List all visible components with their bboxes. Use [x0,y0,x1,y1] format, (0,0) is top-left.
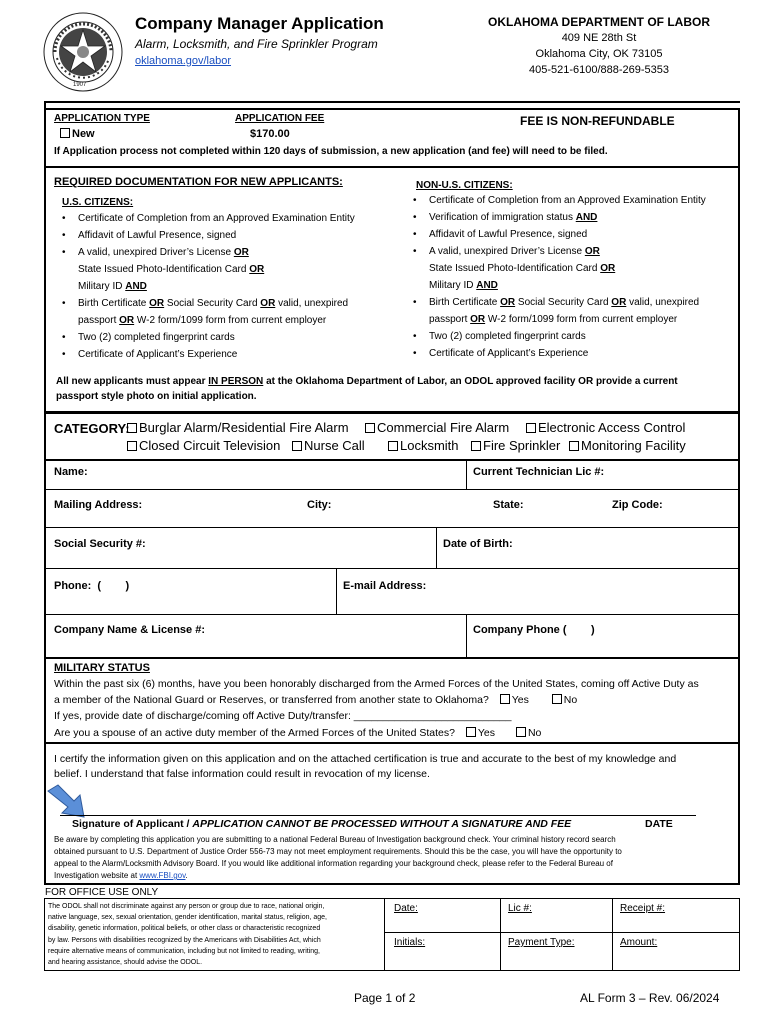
form-revision: AL Form 3 – Rev. 06/2024 [580,991,720,1005]
office-lic-field[interactable]: Lic #: [508,903,532,914]
expiration-notice: If Application process not completed within 120 days of submission, a new application (and fee) will need to be filed. [54,146,608,157]
non-us-item-affidavit: • Affidavit of Lawful Presence, signed [413,229,588,240]
application-type-label: APPLICATION TYPE [54,113,150,124]
col-divider [500,898,501,971]
category-cctv[interactable]: Closed Circuit Television [127,438,280,453]
signature-label: Signature of Applicant / APPLICATION CANNOT BE PROCESSED WITHOUT A SIGNATURE AND FEE [72,818,572,830]
spouse-no-option[interactable]: No [516,727,541,739]
military-yes-option[interactable]: Yes [500,694,529,706]
fbi-notice: Be aware by completing this application you are submitting to a national Federal Bureau of Investigation background check. Your criminal history record search obtained pursuant to U.S. Department of Justice Order 556-73 may not meet employment requirements. Should this be the case, you will have the opportunity to appeal to the Alarm/Locksmith Advisory Board. If you would like additional information regarding your background check, please refer to the Federal Bureau of Investigation website at www.FBI.gov. [54,835,622,880]
non-us-item-certificate: • Certificate of Completion from an Approved Examination Entity [413,195,706,206]
checkbox[interactable] [365,423,375,433]
office-amount-field[interactable]: Amount: [620,937,658,948]
agency-name: OKLAHOMA DEPARTMENT OF LABOR [488,15,710,29]
us-citizens-list [60,210,410,363]
page-number: Page 1 of 2 [354,991,416,1005]
col-divider [384,898,385,971]
zip-code-field[interactable]: Zip Code: [612,499,663,511]
checkbox[interactable] [569,441,579,451]
agency-address-2: Oklahoma City, OK 73105 [535,48,663,60]
non-us-item-birth: • Birth Certificate OR Social Security Card OR valid, unexpired passport OR W-2 form/1099 form from current employer [413,297,700,325]
non-us-citizens-heading: NON-U.S. CITIZENS: [416,180,513,191]
non-us-item-license: • A valid, unexpired Driver’s License OR State Issued Photo-Identification Card OR Military ID AND [413,246,616,291]
non-us-item-experience: • Certificate of Applicant’s Experience [413,348,589,359]
military-no-option[interactable]: No [552,694,577,706]
military-question-1b: a member of the National Guard or Reserves, or transferred from another state to Oklahoma? Yes No [54,694,578,706]
category-nurse-call[interactable]: Nurse Call [292,438,365,453]
category-fire-sprinkler[interactable]: Fire Sprinkler [471,438,560,453]
documentation-heading: REQUIRED DOCUMENTATION FOR NEW APPLICANTS: [54,176,343,188]
application-type-new[interactable] [60,128,95,140]
col-divider [466,459,467,490]
us-citizens-heading: U.S. CITIZENS: [62,197,134,208]
state-seal [43,12,123,92]
application-fee-label: APPLICATION FEE [235,113,325,124]
military-heading: MILITARY STATUS [54,662,150,674]
non-us-citizens-list [411,192,736,362]
signature-line[interactable] [60,815,696,816]
row-divider [384,932,740,933]
checkbox[interactable] [471,441,481,451]
col-divider [612,898,613,971]
us-item-affidavit: • Affidavit of Lawful Presence, signed [62,230,237,241]
name-field[interactable]: Name: [54,466,88,478]
header-rule [44,101,740,103]
program-subtitle: Alarm, Locksmith, and Fire Sprinkler Program [135,37,378,51]
spouse-question: Are you a spouse of an active duty member of the Armed Forces of the United States? Yes No [54,727,542,739]
ssn-field[interactable]: Social Security #: [54,538,146,550]
checkbox[interactable] [466,727,476,737]
agency-address-1: 409 NE 28th St [561,32,637,44]
military-question-1: Within the past six (6) months, have you been honorably discharged from the Armed Forces of the United States, coming off Active Duty as [54,678,699,690]
row-divider [44,489,740,490]
certification-text: I certify the information given on this application and on the attached certification is true and accurate to the best of my knowledge and belief. I understand that false information could result in revocation of my license. [54,753,677,780]
discharge-date-field[interactable]: If yes, provide date of discharge/coming off Active Duty/transfer: ___________________________ [54,710,512,722]
company-phone-field[interactable]: Company Phone ( ) [473,624,595,636]
in-person-notice: All new applicants must appear IN PERSON at the Oklahoma Department of Labor, an ODOL approved facility OR provide a current passport style photo on initial application. [56,376,678,402]
checkbox[interactable] [526,423,536,433]
non-us-item-verification: • Verification of immigration status AND [413,212,598,223]
checkbox[interactable] [127,423,137,433]
row-divider [44,527,740,528]
non-us-item-fingerprints: • Two (2) completed fingerprint cards [413,331,586,342]
city-field[interactable]: City: [307,499,332,511]
col-divider [466,614,467,659]
application-fee-value: $170.00 [250,128,290,140]
state-field[interactable]: State: [493,499,524,511]
nondiscrimination-notice: The ODOL shall not discriminate against any person or group due to race, national origin, native language, sex, sexual orientation, gender identification, marital status, religion, age, disability, genetic information, political beliefs, or other class or characteristic recognized by law. Persons with disabilities recognized by the Americans with Disabilities Act, which require alternative means of communication, including but not limited to reading, writing, and hearing assistance, should advise the ODOL. [48,903,328,967]
us-item-certificate: • Certificate of Completion from an Approved Examination Entity [62,213,355,224]
date-label: DATE [645,818,673,830]
technician-license-field[interactable]: Current Technician Lic #: [473,466,605,478]
category-burglar-alarm[interactable]: Burglar Alarm/Residential Fire Alarm [127,420,349,435]
seal-year: 1907 [73,82,87,88]
date-of-birth-field[interactable]: Date of Birth: [443,538,513,550]
checkbox[interactable] [500,694,510,704]
mailing-address-field[interactable]: Mailing Address: [54,499,143,511]
checkbox[interactable] [552,694,562,704]
office-use-heading: FOR OFFICE USE ONLY [45,887,159,898]
category-monitoring-facility[interactable]: Monitoring Facility [569,438,686,453]
agency-phones: 405-521-6100/888-269-5353 [528,64,670,76]
us-item-fingerprints: • Two (2) completed fingerprint cards [62,332,235,343]
phone-field[interactable]: Phone: ( ) [54,580,130,592]
email-field[interactable]: E-mail Address: [343,580,427,592]
spouse-yes-option[interactable]: Yes [466,727,495,739]
col-divider [336,568,337,615]
agency-link[interactable]: oklahoma.gov/labor [135,55,232,67]
col-divider [436,527,437,569]
checkbox[interactable] [292,441,302,451]
company-name-field[interactable]: Company Name & License #: [54,624,205,636]
us-item-experience: • Certificate of Applicant’s Experience [62,349,238,360]
category-label: CATEGORY: [54,421,130,436]
office-date-field[interactable]: Date: [394,903,418,914]
us-item-license: • A valid, unexpired Driver’s License OR State Issued Photo-Identification Card OR Military ID AND [62,247,265,292]
row-divider [44,614,740,615]
category-locksmith[interactable]: Locksmith [388,438,459,453]
category-electronic-access-control[interactable]: Electronic Access Control [526,420,685,435]
checkbox[interactable] [388,441,398,451]
office-initials-field[interactable]: Initials: [394,937,426,948]
new-checkbox[interactable] [60,128,70,138]
us-item-birth: • Birth Certificate OR Social Security Card OR valid, unexpired passport OR W-2 form/1099 form from current employer [62,298,349,326]
checkbox[interactable] [516,727,526,737]
form-title: Company Manager Application [135,14,384,33]
new-label: New [72,128,95,140]
row-divider [44,568,740,569]
fbi-link[interactable]: www.FBI.gov [139,871,186,880]
office-receipt-field[interactable]: Receipt #: [620,903,666,914]
non-refundable-notice: FEE IS NON-REFUNDABLE [520,114,675,128]
checkbox[interactable] [127,441,137,451]
category-commercial-fire-alarm[interactable]: Commercial Fire Alarm [365,420,509,435]
office-payment-type-field[interactable]: Payment Type: [508,937,575,948]
